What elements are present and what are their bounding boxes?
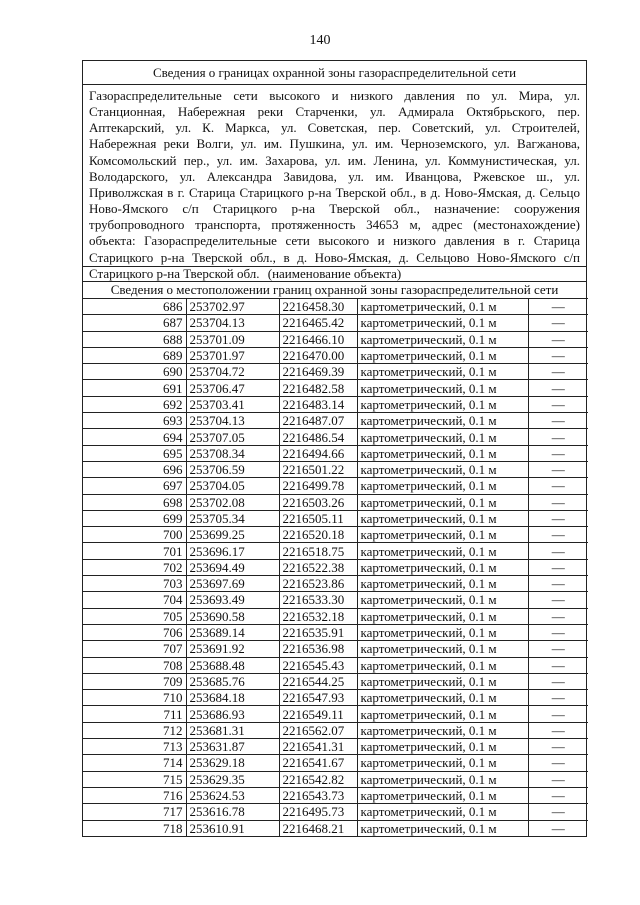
method-cell: картометрический, 0.1 м: [357, 608, 528, 624]
object-description: Газораспределительные сети высокого и низкого давления по ул. Мира, ул. Станционная, Набережная реки Старченки, ул. Адмирала Октябрьского, пер. Аптекарский, ул. К. Маркса, ул. Советская, пер. Советский, ул. Строителей, Набережная реки Волги, ул. им. Пушкина, ул. им. Черноземского, ул. Вагжанова, Комсомольский пер., ул. им. Захарова, ул. им. Ленина, ул. Коммунистическая, ул. Володарского, ул. Александра Завидова, ул. им. Иванцова, Ржевское ш., ул. Приволжская в г. Старица Старицкого р-на Тверской обл., в д. Ново-Ямская, д. Сельцо Ново-Ямского с/п Старицкого р-на Тверской обл., назначение: сооружения трубопроводного транспорта, протяженность 34653 м, адрес (местонахождение) объекта: Газораспределительные сети высокого и низкого давления в г. Старица Старицкого р-на Тверской обл., в д. Ново-Ямская, д. Сельцово Ново-Ямского с/п Старицкого р-на Тверской обл.: [83, 85, 586, 267]
table-row: [83, 429, 588, 445]
y-coordinate-cell: 2216505.11: [279, 510, 357, 526]
y-coordinate-cell: 2216468.21: [279, 820, 357, 836]
x-coordinate-cell: 253685.76: [186, 673, 279, 689]
point-number-cell: 712: [83, 722, 186, 738]
note-cell: —: [528, 478, 588, 494]
table-row: [83, 478, 588, 494]
x-coordinate-cell: 253699.25: [186, 527, 279, 543]
x-coordinate-cell: 253702.97: [186, 299, 279, 315]
note-cell: —: [528, 787, 588, 803]
y-coordinate-cell: 2216495.73: [279, 804, 357, 820]
table-row: [83, 347, 588, 363]
y-coordinate-cell: 2216562.07: [279, 722, 357, 738]
note-cell: —: [528, 510, 588, 526]
note-cell: —: [528, 299, 588, 315]
note-cell: —: [528, 739, 588, 755]
x-coordinate-cell: 253629.18: [186, 755, 279, 771]
table-row: [83, 461, 588, 477]
y-coordinate-cell: 2216483.14: [279, 396, 357, 412]
table-row: [83, 413, 588, 429]
note-cell: —: [528, 413, 588, 429]
point-number-cell: 691: [83, 380, 186, 396]
note-cell: —: [528, 771, 588, 787]
method-cell: картометрический, 0.1 м: [357, 787, 528, 803]
method-cell: картометрический, 0.1 м: [357, 690, 528, 706]
method-cell: картометрический, 0.1 м: [357, 804, 528, 820]
x-coordinate-cell: 253691.92: [186, 641, 279, 657]
table-row: [83, 396, 588, 412]
table-row: [83, 690, 588, 706]
table-row: [83, 820, 588, 836]
coordinates-table-body: [83, 299, 588, 836]
note-cell: —: [528, 396, 588, 412]
y-coordinate-cell: 2216533.30: [279, 592, 357, 608]
table-row: [83, 657, 588, 673]
table-row: [83, 641, 588, 657]
x-coordinate-cell: 253697.69: [186, 576, 279, 592]
table-row: [83, 510, 588, 526]
point-number-cell: 710: [83, 690, 186, 706]
table-row: [83, 315, 588, 331]
method-cell: картометрический, 0.1 м: [357, 461, 528, 477]
point-number-cell: 686: [83, 299, 186, 315]
point-number-cell: 716: [83, 787, 186, 803]
y-coordinate-cell: 2216469.39: [279, 364, 357, 380]
y-coordinate-cell: 2216532.18: [279, 608, 357, 624]
y-coordinate-cell: 2216518.75: [279, 543, 357, 559]
section-title: Сведения о границах охранной зоны газораспределительной сети: [83, 61, 586, 85]
point-number-cell: 694: [83, 429, 186, 445]
table-row: [83, 673, 588, 689]
y-coordinate-cell: 2216541.67: [279, 755, 357, 771]
method-cell: картометрический, 0.1 м: [357, 576, 528, 592]
point-number-cell: 699: [83, 510, 186, 526]
x-coordinate-cell: 253624.53: [186, 787, 279, 803]
y-coordinate-cell: 2216466.10: [279, 331, 357, 347]
x-coordinate-cell: 253616.78: [186, 804, 279, 820]
y-coordinate-cell: 2216549.11: [279, 706, 357, 722]
x-coordinate-cell: 253703.41: [186, 396, 279, 412]
point-number-cell: 693: [83, 413, 186, 429]
y-coordinate-cell: 2216544.25: [279, 673, 357, 689]
y-coordinate-cell: 2216487.07: [279, 413, 357, 429]
x-coordinate-cell: 253629.35: [186, 771, 279, 787]
y-coordinate-cell: 2216501.22: [279, 461, 357, 477]
x-coordinate-cell: 253704.72: [186, 364, 279, 380]
table-row: [83, 608, 588, 624]
y-coordinate-cell: 2216522.38: [279, 559, 357, 575]
x-coordinate-cell: 253701.09: [186, 331, 279, 347]
page-number: 140: [309, 33, 331, 48]
note-cell: —: [528, 429, 588, 445]
x-coordinate-cell: 253708.34: [186, 445, 279, 461]
x-coordinate-cell: 253704.13: [186, 413, 279, 429]
y-coordinate-cell: 2216465.42: [279, 315, 357, 331]
x-coordinate-cell: 253696.17: [186, 543, 279, 559]
method-cell: картометрический, 0.1 м: [357, 429, 528, 445]
method-cell: картометрический, 0.1 м: [357, 527, 528, 543]
x-coordinate-cell: 253688.48: [186, 657, 279, 673]
coordinates-table: [83, 298, 588, 836]
point-number-cell: 713: [83, 739, 186, 755]
note-cell: —: [528, 592, 588, 608]
note-cell: —: [528, 706, 588, 722]
table-row: [83, 787, 588, 803]
table-row: [83, 624, 588, 640]
table-row: [83, 739, 588, 755]
note-cell: —: [528, 380, 588, 396]
point-number-cell: 715: [83, 771, 186, 787]
x-coordinate-cell: 253705.34: [186, 510, 279, 526]
method-cell: картометрический, 0.1 м: [357, 673, 528, 689]
table-row: [83, 559, 588, 575]
point-number-cell: 687: [83, 315, 186, 331]
table-row: [83, 527, 588, 543]
point-number-cell: 701: [83, 543, 186, 559]
y-coordinate-cell: 2216458.30: [279, 299, 357, 315]
note-cell: —: [528, 461, 588, 477]
table-row: [83, 380, 588, 396]
y-coordinate-cell: 2216536.98: [279, 641, 357, 657]
y-coordinate-cell: 2216486.54: [279, 429, 357, 445]
table-row: [83, 804, 588, 820]
table-row: [83, 592, 588, 608]
method-cell: картометрический, 0.1 м: [357, 510, 528, 526]
method-cell: картометрический, 0.1 м: [357, 755, 528, 771]
table-row: [83, 706, 588, 722]
table-row: [83, 494, 588, 510]
method-cell: картометрический, 0.1 м: [357, 315, 528, 331]
x-coordinate-cell: 253684.18: [186, 690, 279, 706]
y-coordinate-cell: 2216523.86: [279, 576, 357, 592]
table-row: [83, 299, 588, 315]
table-row: [83, 576, 588, 592]
y-coordinate-cell: 2216547.93: [279, 690, 357, 706]
point-number-cell: 717: [83, 804, 186, 820]
object-name-caption: (наименование объекта): [83, 267, 586, 282]
method-cell: картометрический, 0.1 м: [357, 559, 528, 575]
point-number-cell: 704: [83, 592, 186, 608]
point-number-cell: 695: [83, 445, 186, 461]
table-row: [83, 771, 588, 787]
x-coordinate-cell: 253706.47: [186, 380, 279, 396]
method-cell: картометрический, 0.1 м: [357, 364, 528, 380]
method-cell: картометрический, 0.1 м: [357, 347, 528, 363]
point-number-cell: 689: [83, 347, 186, 363]
method-cell: картометрический, 0.1 м: [357, 820, 528, 836]
note-cell: —: [528, 624, 588, 640]
x-coordinate-cell: 253707.05: [186, 429, 279, 445]
point-number-cell: 718: [83, 820, 186, 836]
method-cell: картометрический, 0.1 м: [357, 706, 528, 722]
x-coordinate-cell: 253701.97: [186, 347, 279, 363]
method-cell: картометрический, 0.1 м: [357, 331, 528, 347]
point-number-cell: 706: [83, 624, 186, 640]
y-coordinate-cell: 2216535.91: [279, 624, 357, 640]
method-cell: картометрический, 0.1 м: [357, 624, 528, 640]
x-coordinate-cell: 253704.05: [186, 478, 279, 494]
note-cell: —: [528, 755, 588, 771]
point-number-cell: 697: [83, 478, 186, 494]
table-row: [83, 755, 588, 771]
point-number-cell: 705: [83, 608, 186, 624]
y-coordinate-cell: 2216542.82: [279, 771, 357, 787]
note-cell: —: [528, 673, 588, 689]
x-coordinate-cell: 253689.14: [186, 624, 279, 640]
table-row: [83, 364, 588, 380]
table-row: [83, 331, 588, 347]
y-coordinate-cell: 2216482.58: [279, 380, 357, 396]
table-row: [83, 722, 588, 738]
method-cell: картометрический, 0.1 м: [357, 413, 528, 429]
method-cell: картометрический, 0.1 м: [357, 396, 528, 412]
method-cell: картометрический, 0.1 м: [357, 657, 528, 673]
point-number-cell: 709: [83, 673, 186, 689]
x-coordinate-cell: 253686.93: [186, 706, 279, 722]
x-coordinate-cell: 253704.13: [186, 315, 279, 331]
method-cell: картометрический, 0.1 м: [357, 771, 528, 787]
y-coordinate-cell: 2216545.43: [279, 657, 357, 673]
x-coordinate-cell: 253610.91: [186, 820, 279, 836]
note-cell: —: [528, 608, 588, 624]
y-coordinate-cell: 2216503.26: [279, 494, 357, 510]
method-cell: картометрический, 0.1 м: [357, 478, 528, 494]
note-cell: —: [528, 347, 588, 363]
note-cell: —: [528, 722, 588, 738]
note-cell: —: [528, 543, 588, 559]
zone-info-frame: [82, 60, 587, 837]
note-cell: —: [528, 364, 588, 380]
note-cell: —: [528, 445, 588, 461]
note-cell: —: [528, 527, 588, 543]
note-cell: —: [528, 804, 588, 820]
method-cell: картометрический, 0.1 м: [357, 445, 528, 461]
point-number-cell: 707: [83, 641, 186, 657]
x-coordinate-cell: 253681.31: [186, 722, 279, 738]
y-coordinate-cell: 2216543.73: [279, 787, 357, 803]
table-row: [83, 543, 588, 559]
method-cell: картометрический, 0.1 м: [357, 299, 528, 315]
note-cell: —: [528, 559, 588, 575]
y-coordinate-cell: 2216499.78: [279, 478, 357, 494]
method-cell: картометрический, 0.1 м: [357, 592, 528, 608]
point-number-cell: 714: [83, 755, 186, 771]
note-cell: —: [528, 576, 588, 592]
method-cell: картометрический, 0.1 м: [357, 641, 528, 657]
method-cell: картометрический, 0.1 м: [357, 543, 528, 559]
point-number-cell: 703: [83, 576, 186, 592]
point-number-cell: 696: [83, 461, 186, 477]
x-coordinate-cell: 253706.59: [186, 461, 279, 477]
note-cell: —: [528, 315, 588, 331]
point-number-cell: 700: [83, 527, 186, 543]
x-coordinate-cell: 253693.49: [186, 592, 279, 608]
note-cell: —: [528, 641, 588, 657]
note-cell: —: [528, 657, 588, 673]
point-number-cell: 708: [83, 657, 186, 673]
note-cell: —: [528, 820, 588, 836]
y-coordinate-cell: 2216520.18: [279, 527, 357, 543]
point-number-cell: 702: [83, 559, 186, 575]
method-cell: картометрический, 0.1 м: [357, 494, 528, 510]
note-cell: —: [528, 494, 588, 510]
note-cell: —: [528, 331, 588, 347]
y-coordinate-cell: 2216470.00: [279, 347, 357, 363]
point-number-cell: 690: [83, 364, 186, 380]
x-coordinate-cell: 253631.87: [186, 739, 279, 755]
point-number-cell: 711: [83, 706, 186, 722]
y-coordinate-cell: 2216494.66: [279, 445, 357, 461]
method-cell: картометрический, 0.1 м: [357, 739, 528, 755]
point-number-cell: 692: [83, 396, 186, 412]
x-coordinate-cell: 253702.08: [186, 494, 279, 510]
location-caption: Сведения о местоположении границ охранной зоны газораспределительной сети: [110, 282, 559, 297]
table-row: [83, 445, 588, 461]
y-coordinate-cell: 2216541.31: [279, 739, 357, 755]
method-cell: картометрический, 0.1 м: [357, 380, 528, 396]
x-coordinate-cell: 253694.49: [186, 559, 279, 575]
x-coordinate-cell: 253690.58: [186, 608, 279, 624]
method-cell: картометрический, 0.1 м: [357, 722, 528, 738]
note-cell: —: [528, 690, 588, 706]
point-number-cell: 688: [83, 331, 186, 347]
point-number-cell: 698: [83, 494, 186, 510]
